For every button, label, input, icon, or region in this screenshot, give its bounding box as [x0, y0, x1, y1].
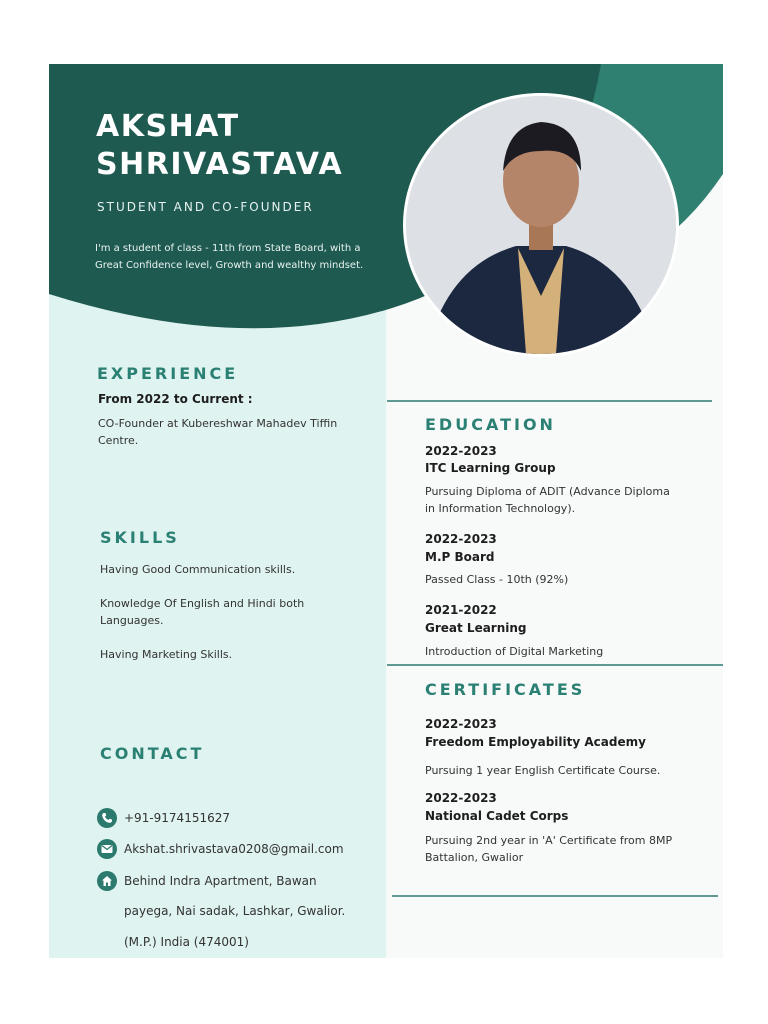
name-first: AKSHAT	[96, 109, 240, 144]
education-desc: Introduction of Digital Marketing	[425, 645, 604, 658]
contact-email[interactable]: Akshat.shrivastava0208@gmail.com	[124, 842, 344, 856]
contact-address-row	[97, 871, 317, 891]
experience-desc-line-2: Centre.	[98, 434, 139, 447]
certificates-title: CERTIFICATES	[425, 680, 586, 699]
divider	[387, 664, 723, 666]
intro-text	[95, 240, 385, 274]
education-org: M.P Board	[425, 550, 495, 564]
skills-title: SKILLS	[100, 528, 180, 547]
contact-address-line-2: payega, Nai sadak, Lashkar, Gwalior.	[124, 904, 346, 918]
contact-address-line-1: Behind Indra Apartment, Bawan	[124, 874, 317, 888]
skill-item-2-line-2: Languages.	[100, 614, 164, 627]
education-year: 2022-2023	[425, 444, 497, 458]
education-1-line-1: Pursuing Diploma of ADIT (Advance Diploma	[425, 485, 670, 498]
education-org: ITC Learning Group	[425, 461, 556, 475]
skill-item-2-line-1: Knowledge Of English and Hindi both	[100, 597, 305, 610]
experience-period: From 2022 to Current :	[98, 392, 253, 406]
education-year: 2021-2022	[425, 603, 497, 617]
certificate-year: 2022-2023	[425, 791, 497, 805]
home-icon	[97, 871, 117, 891]
divider	[392, 895, 718, 897]
contact-phone[interactable]: +91-9174151627	[124, 811, 231, 825]
skill-item	[100, 595, 304, 629]
intro-line-1: I'm a student of class - 11th from State Board, with a	[95, 243, 361, 254]
role-subtitle: STUDENT AND CO-FOUNDER	[97, 200, 314, 214]
divider	[387, 400, 712, 402]
skill-item	[100, 561, 295, 578]
name-heading	[96, 108, 343, 184]
profile-photo	[403, 93, 679, 357]
certificate-desc	[425, 832, 715, 866]
phone-icon	[97, 808, 117, 828]
certificate-2-line-1: Pursuing 2nd year in 'A' Certificate from 8MP	[425, 834, 673, 847]
contact-phone-row	[97, 808, 230, 828]
contact-email-row	[97, 839, 344, 859]
certificate-org: National Cadet Corps	[425, 809, 569, 823]
education-1-line-2: in Information Technology).	[425, 502, 576, 515]
email-icon	[97, 839, 117, 859]
education-desc: Passed Class - 10th (92%)	[425, 573, 569, 586]
skill-item-3-text: Having Marketing Skills.	[100, 648, 233, 661]
intro-line-2: Great Confidence level, Growth and wealthy mindset.	[95, 260, 364, 271]
contact-address-line-3: (M.P.) India (474001)	[124, 935, 249, 949]
skill-item	[100, 646, 232, 663]
certificate-org: Freedom Employability Academy	[425, 735, 646, 749]
education-org: Great Learning	[425, 621, 527, 635]
education-desc	[425, 483, 715, 517]
name-last: SHRIVASTAVA	[96, 147, 344, 182]
skill-item-1-text: Having Good Communication skills.	[100, 563, 296, 576]
education-year: 2022-2023	[425, 532, 497, 546]
education-title: EDUCATION	[425, 415, 556, 434]
certificate-year: 2022-2023	[425, 717, 497, 731]
contact-title: CONTACT	[100, 744, 205, 763]
experience-desc	[98, 415, 368, 449]
resume-page	[49, 64, 723, 958]
experience-title: EXPERIENCE	[97, 364, 239, 383]
certificate-2-line-2: Battalion, Gwalior	[425, 851, 524, 864]
certificate-desc: Pursuing 1 year English Certificate Course.	[425, 764, 661, 777]
experience-desc-line-1: CO-Founder at Kubereshwar Mahadev Tiffin	[98, 417, 338, 430]
